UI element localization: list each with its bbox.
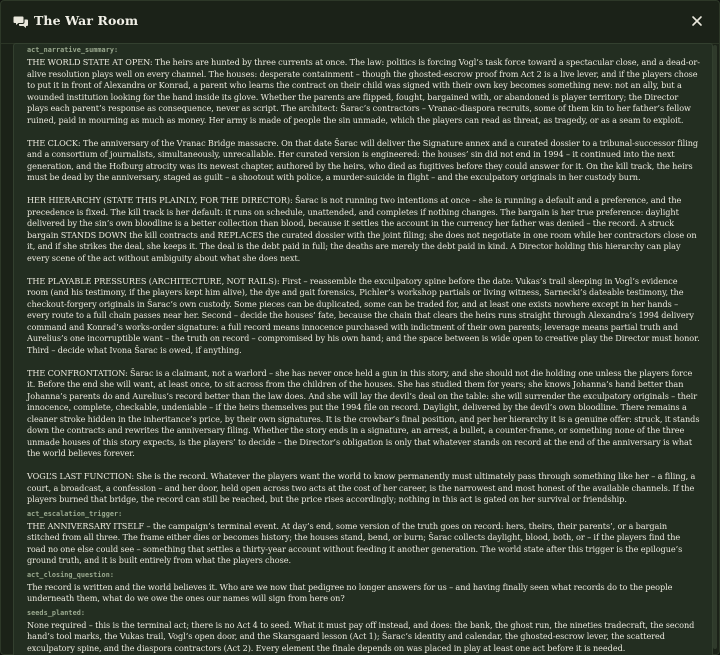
scrollbar-thumb[interactable] [713, 45, 717, 649]
field-block [27, 510, 700, 567]
field-label: act_escalation_trigger: [27, 509, 123, 518]
field-paragraph: THE WORLD STATE AT OPEN: The heirs are hunted by three currents at once. The law: politics is forcing Vogl’s task force toward a spectacular close, and a dead-or-alive resolution plays well on every channel. The houses: desperate containment – though the ghosted-escrow proof from Act 2 is a live lever, and if the players chose to put it in front of Alexandra or Konrad, a parent who learns the contract on their child was signed with their own key becomes something new: not an ally, but a wounded institution looking for the hand inside its glove. Whether the parents are flipped, fought, bargained with, or abandoned is player territory; the Director plays each parent’s response as consequence, never as script. The architect: Šarac’s contractors – Vranac-diaspora recruits, some of them kin to her father’s fellow ruined, paid in mourning as much as money. Her army is made of people the sin unmade, which the players can read as threat, as tragedy, or as a seam to exploit. [27, 57, 700, 125]
dialog-header [1, 1, 719, 44]
field-paragraph: VOGL’S LAST FUNCTION: She is the record. Whatever the players want the world to know permanently must ultimately pass through something like her – a filing, a court, a broadcast, a confession – and her door, held open across two acts at the cost of her career, is the narrowest and most honest of the available channels. If the players burned that bridge, the record can still be reached, but the price rises accordingly; nothing in this act is gated on her survival or friendship. [27, 471, 696, 504]
field-paragraph: THE ANNIVERSARY ITSELF – the campaign’s terminal event. At day’s end, some version of the truth goes on record: hers, theirs, their parents’, or a bargain stitched from all three. The frame either dies or becomes history; the houses stand, bend, or burn; Šarac collects daylight, blood, both, or – if the players find the road no one else could see – something that settles a thirty-year account without feeding it another generation. The world state after this trigger is the epilogue’s ground truth, and it is built entirely from what the players chose. [27, 520, 683, 565]
close-icon[interactable] [689, 13, 705, 29]
field-label: act_narrative_summary: [27, 46, 119, 54]
field-label: act_closing_question: [27, 570, 114, 579]
chat-bubbles-icon [13, 14, 29, 30]
field-block [27, 571, 700, 605]
dialog-title: The War Room [34, 13, 139, 28]
field-paragraph: The record is written and the world believes it. Who are we now that pedigree no longer answers for us – and having finally seen what records do to the people underneath them, what do we owe the ones our names will sign from here on? [27, 581, 673, 603]
act-details-panel [13, 43, 713, 655]
field-paragraph: THE CLOCK: The anniversary of the Vranac Bridge massacre. On that date Šarac will deliver the Signature annex and a curated dossier to a tribunal-successor filing and a consortium of journalists, simultaneously, unrecallable. Her curated version is engineered: the houses’ sin did not end in 1994 – it continued into the next generation, and the Hofburg atrocity was its newest chapter, authored by the heirs, who died as fugitives before they could answer for it. On the kill track, the heirs must be dead by the anniversary, staged as guilt – a shootout with police, a murder-suicide in flight – and the exculpatory originals in her custody burn. [27, 137, 699, 182]
content-scroll-area[interactable] [13, 43, 717, 655]
field-paragraph: HER HIERARCHY (STATE THIS PLAINLY, FOR THE DIRECTOR): Šarac is not running two intentions at once – she is running a default and a preference, and the precedence is fixed. The kill track is her default: it runs on schedule, unattended, and completes if nothing changes. The bargain is her true preference: daylight delivered by the sin’s own bloodline is a better collection than blood, because it settles the account in the currency her father was denied – the record. A struck bargain STANDS DOWN the kill contracts and REPLACES the curated dossier with the joint filing; she does not negotiate in one room while her contractors close on it, and if she strikes the deal, she keeps it. The deal is the debt paid in full; the deaths are merely the debt paid in kind. A Director holding this hierarchy can play every scene of the act without ambiguity about what she does next. [27, 195, 697, 263]
field-block [27, 46, 700, 506]
field-label: seeds_planted: [27, 608, 85, 617]
field-block [27, 609, 700, 655]
field-paragraph: None required – this is the terminal act; there is no Act 4 to seed. What it must pay off instead, and does: the bank, the ghost run, the nineties tradecraft, the second hand’s tool marks, the Vukas trail, Vogl’s open door, and the Skarsgaard lesson (Act 1); Šarac’s identity and calendar, the ghosted-escrow lever, the scattered exculpatory spine, and the diaspora contractors (Act 2). Every element the finale depends on was placed in play at least one act before it is needed. [27, 619, 695, 653]
field-paragraph: THE CONFRONTATION: Šarac is a claimant, not a warlord – she has never once held a gun in this story, and she should not die holding one unless the players force it. Before the end she will want, at least once, to sit across from the children of the houses. She has studied them for years; she knows Johanna’s hand better than Johanna’s parents do and Aurelius’s record better than the law does. And she will lay the devil’s deal on the table: she will surrender the exculpatory originals – their innocence, complete, checkable, undeniable – if the heirs themselves put the 1994 file on record. Daylight, delivered by the devil’s own bloodline. There remains a cleaner stroke hidden in the inheritance’s price, by their own signatures. It is the crowbar’s final position, and per her hierarchy it is a genuine offer: struck, it stands down the contracts and rewrites the anniversary filing. Whether the story ends in a signature, an arrest, a bullet, a counter-frame, or something none of the three unmade houses of this story expects, is the players’ to decide – the Director’s obligation is only that whatever stands on record at the end of the anniversary is what the world believes forever. [27, 367, 700, 458]
field-paragraph: THE PLAYABLE PRESSURES (ARCHITECTURE, NOT RAILS): First – reassemble the exculpatory spine before the date: Vukas’s trail sleeping in Vogl’s evidence room (and his testimony, if the players kept him alive), the dye and gait forensics, Pichler’s workshop partials or living witness, Sarnecki’s dateable testimony, the checkout-forgery originals in Šarac’s own custody. Some pieces can be duplicated, some can be traded for, and at least one exists nowhere except in her hands – every route to a full chain passes near her. Second – decide the houses’ fate, because the chain that clears the heirs runs straight through Alexandra’s 1994 delivery command and Konrad’s works-order signature: a full record means innocence purchased with indictment of their own parents; leverage means partial truth and Aurelius’s one incorruptible want – the truth on record – compromised by his own hand; and the space between is wide open to creative play the Director must honor. Third – decide what Ivona Šarac is owed, if anything. [27, 275, 700, 355]
